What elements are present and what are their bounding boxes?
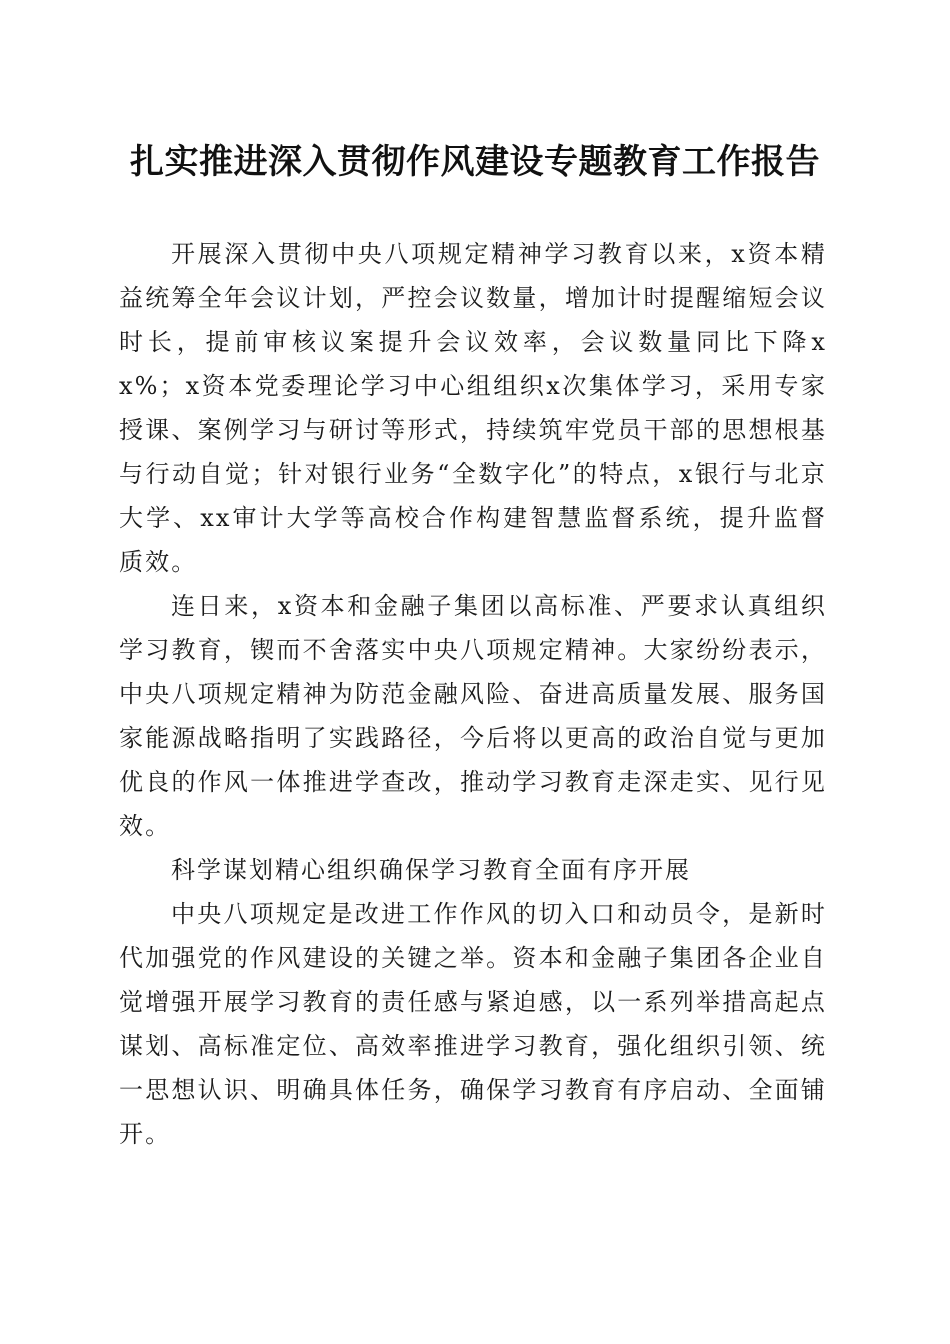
document-body xyxy=(119,232,827,1156)
paragraph-eight-rules: 中央八项规定是改进工作作风的切入口和动员令，是新时代加强党的作风建设的关键之举。资本和金融子集团各企业自觉增强开展学习教育的责任感与紧迫感，以一系列举措高起点谋划、高标准定位、高效率推进学习教育，强化组织引领、统一思想认识、明确具体任务，确保学习教育有序启动、全面铺开。 xyxy=(119,900,827,1148)
paragraph-study-education: 连日来，x资本和金融子集团以高标准、严要求认真组织学习教育，锲而不舍落实中央八项规定精神。大家纷纷表示，中央八项规定精神为防范金融风险、奋进高质量发展、服务国家能源战略指明了实践路径，今后将以更高的政治自觉与更加优良的作风一体推进学查改，推动学习教育走深走实、见行见效。 xyxy=(119,592,827,840)
document-title: 扎实推进深入贯彻作风建设专题教育工作报告 xyxy=(130,142,820,182)
paragraph-meeting-control: 开展深入贯彻中央八项规定精神学习教育以来，x资本精益统筹全年会议计划，严控会议数量，增加计时提醒缩短会议时长，提前审核议案提升会议效率，会议数量同比下降xx%；x资本党委理论学习中心组组织x次集体学习，采用专家授课、案例学习与研讨等形式，持续筑牢党员干部的思想根基与行动自觉；针对银行业务“全数字化”的特点，x银行与北京大学、xx审计大学等高校合作构建智慧监督系统，提升监督质效。 xyxy=(119,240,827,576)
section-heading: 科学谋划精心组织确保学习教育全面有序开展 xyxy=(171,856,691,884)
